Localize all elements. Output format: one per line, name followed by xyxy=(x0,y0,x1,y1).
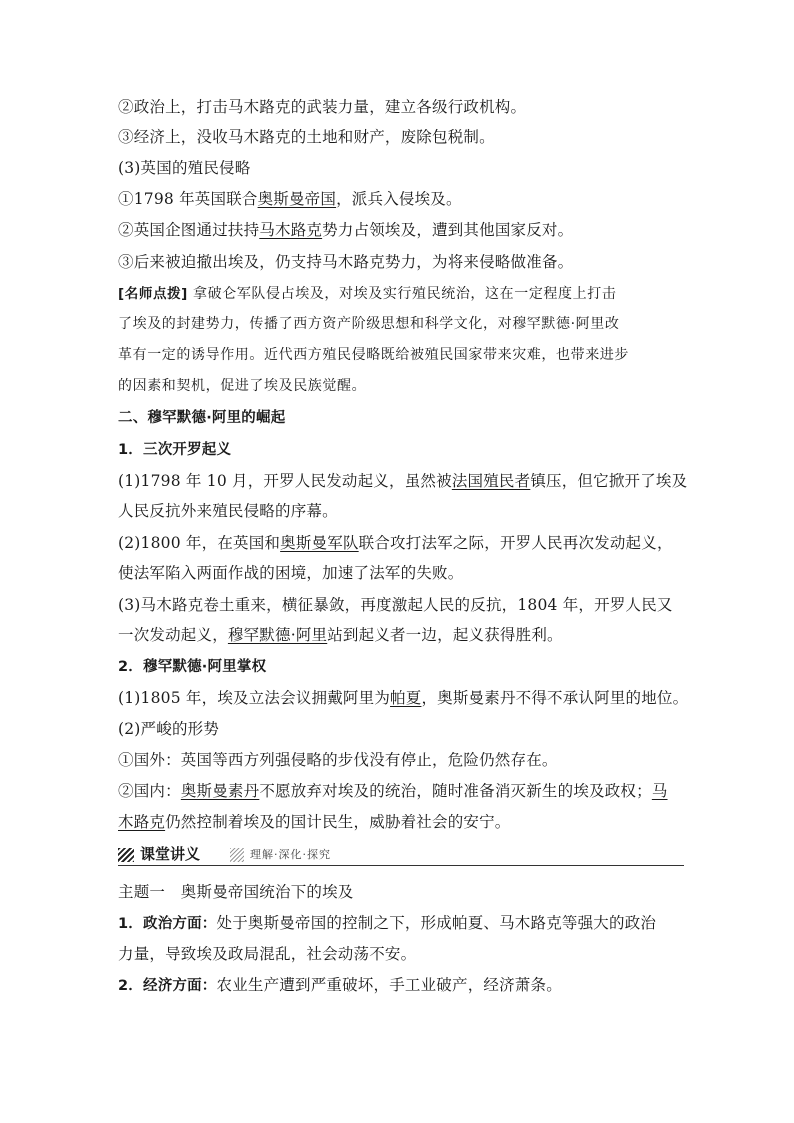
paragraph-uprising-2-a: (2)1800 年，在英国和奥斯曼军队联合攻打法军之际，开罗人民再次发动起义， xyxy=(118,534,673,552)
subheading-british-invasion: (3)英国的殖民侵略 xyxy=(118,159,251,177)
paragraph-1805: (1)1805 年，埃及立法会议拥戴阿里为帕夏，奥斯曼素丹不得不承认阿里的地位。 xyxy=(118,689,689,707)
paragraph-foreign: ①国外：英国等西方列强侵略的步伐没有停止，危险仍然存在。 xyxy=(118,751,558,769)
paragraph-1798: ①1798 年英国联合奥斯曼帝国，派兵入侵埃及。 xyxy=(118,190,462,208)
banner-title: 课堂讲义 xyxy=(140,845,201,863)
paragraph-uprising-3-b: 一次发动起义，穆罕默德·阿里站到起义者一边，起义获得胜利。 xyxy=(118,626,563,644)
paragraph-withdraw: ③后来被迫撤出埃及，仍支持马木路克势力，为将来侵略做准备。 xyxy=(118,253,574,271)
stripes-decoration-icon xyxy=(118,848,134,862)
paragraph-political-aspect-a: 1．政治方面：处于奥斯曼帝国的控制之下，形成帕夏、马木路克等强大的政治 xyxy=(118,914,657,932)
paragraph-political-aspect-b: 力量，导致埃及政局混乱，社会动荡不安。 xyxy=(118,945,417,963)
heading-ali-power: 2．穆罕默德·阿里掌权 xyxy=(118,659,267,675)
section-banner xyxy=(118,844,684,866)
tip-line-3: 革有一定的诱导作用。近代西方殖民侵略既给被殖民国家带来灾难，也带来进步 xyxy=(118,347,629,363)
paragraph-politics: ②政治上，打击马木路克的武装力量，建立各级行政机构。 xyxy=(118,98,527,116)
paragraph-uprising-1-b: 人民反抗外来殖民侵略的序幕。 xyxy=(118,502,338,520)
banner-rule xyxy=(118,865,684,866)
tip-line-2: 了埃及的封建势力，传播了西方资产阶级思想和科学文化，对穆罕默德·阿里改 xyxy=(118,316,620,332)
paragraph-uprising-3-a: (3)马木路克卷土重来，横征暴敛，再度激起人民的反抗，1804 年，开罗人民又 xyxy=(118,596,673,614)
small-stripes-decoration-icon xyxy=(230,848,244,862)
paragraph-economy: ③经济上，没收马木路克的土地和财产，废除包税制。 xyxy=(118,128,495,146)
heading-three-uprisings: 1．三次开罗起义 xyxy=(118,442,232,458)
tip-line-1: [名师点拨] 拿破仑军队侵占埃及，对埃及实行殖民统治，这在一定程度上打击 xyxy=(118,286,617,302)
paragraph-britain-plan: ②英国企图通过扶持马木路克势力占领埃及，遭到其他国家反对。 xyxy=(118,221,574,239)
paragraph-economic-aspect: 2．经济方面：农业生产遭到严重破坏，手工业破产，经济萧条。 xyxy=(118,976,562,994)
paragraph-domestic-b: 木路克仍然控制着埃及的国计民生，威胁着社会的安宁。 xyxy=(118,813,511,831)
paragraph-domestic-a: ②国内：奥斯曼素丹不愿放弃对埃及的统治，随时准备消灭新生的埃及政权；马 xyxy=(118,782,668,800)
paragraph-uprising-2-b: 使法军陷入两面作战的困境，加速了法军的失败。 xyxy=(118,564,464,582)
tip-label: [名师点拨] xyxy=(118,286,188,302)
topic-one-heading: 主题一 奥斯曼帝国统治下的埃及 xyxy=(118,883,354,901)
subheading-situation: (2)严峻的形势 xyxy=(118,720,220,738)
banner-subtitle: 理解·深化·探究 xyxy=(250,848,331,861)
tip-line-4: 的因素和契机，促进了埃及民族觉醒。 xyxy=(118,378,367,394)
paragraph-uprising-1-a: (1)1798 年 10 月，开罗人民发动起义，虽然被法国殖民者镇压，但它掀开了埃及 xyxy=(118,472,688,490)
section-heading-2: 二、穆罕默德·阿里的崛起 xyxy=(118,410,286,426)
